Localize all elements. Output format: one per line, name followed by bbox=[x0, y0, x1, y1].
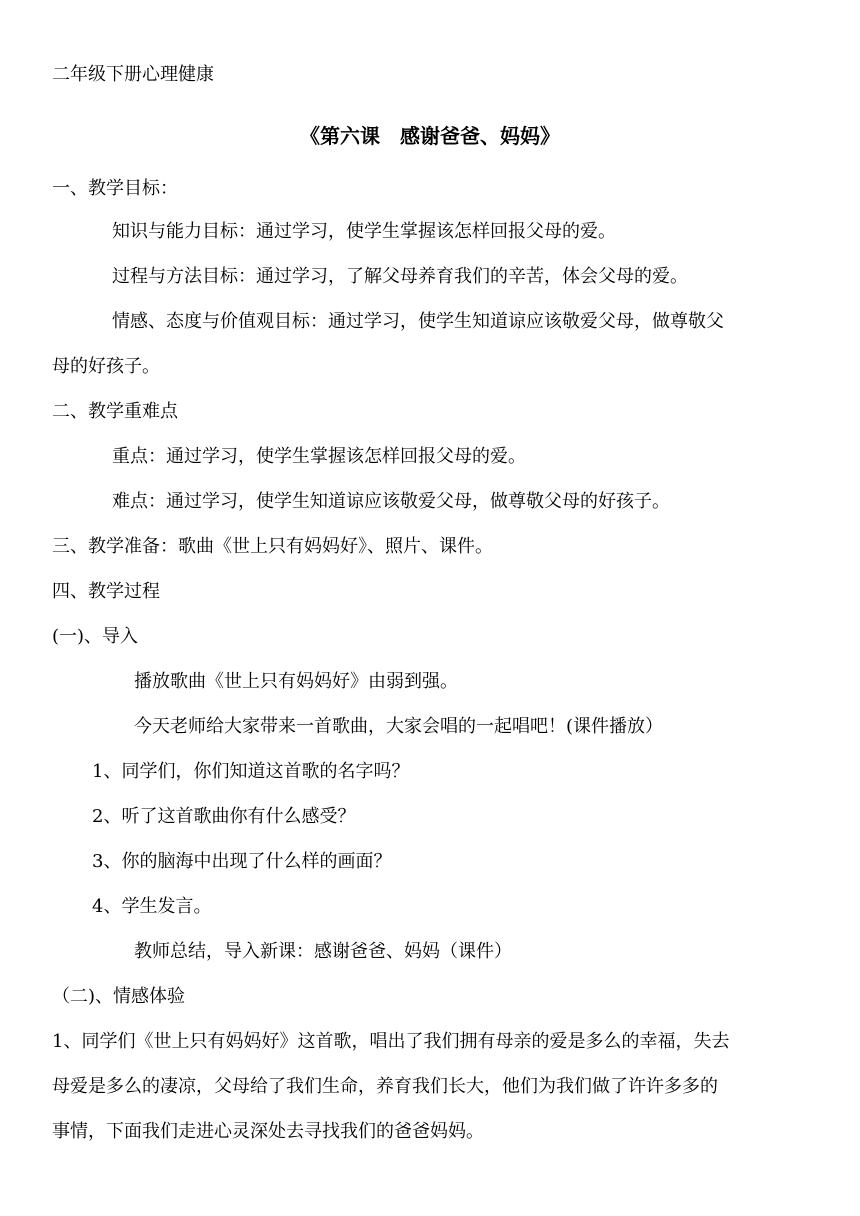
intro-heading: (一)、导入 bbox=[52, 626, 139, 647]
question-3: 3、你的脑海中出现了什么样的画面？ bbox=[92, 851, 392, 872]
experience-p1-line2: 母爱是多么的凄凉，父母给了我们生命，养育我们长大，他们为我们做了许许多多的 bbox=[52, 1076, 718, 1097]
goal-process: 过程与方法目标：通过学习，了解父母养育我们的辛苦，体会父母的爱。 bbox=[112, 266, 688, 287]
goals-heading: 一、教学目标： bbox=[52, 178, 178, 199]
goal-emotion-line1: 情感、态度与价值观目标：通过学习，使学生知道谅应该敬爱父母，做尊敬父 bbox=[112, 311, 724, 332]
goal-emotion-line2: 母的好孩子。 bbox=[52, 356, 160, 377]
intro-summary: 教师总结，导入新课：感谢爸爸、妈妈（课件） bbox=[134, 941, 512, 962]
lesson-title: 《第六课 感谢爸爸、妈妈》 bbox=[300, 124, 560, 148]
preparation-line: 三、教学准备：歌曲《世上只有妈妈好》、照片、课件。 bbox=[52, 536, 493, 557]
intro-teacher: 今天老师给大家带来一首歌曲，大家会唱的一起唱吧！(课件播放） bbox=[134, 716, 664, 737]
experience-heading: （二)、情感体验 bbox=[52, 986, 186, 1007]
intro-play: 播放歌曲《世上只有妈妈好》由弱到强。 bbox=[134, 671, 458, 692]
goal-knowledge: 知识与能力目标：通过学习，使学生掌握该怎样回报父母的爱。 bbox=[112, 221, 616, 242]
experience-p1-line1: 1、同学们《世上只有妈妈好》这首歌，唱出了我们拥有母亲的爱是多么的幸福，失去 bbox=[52, 1031, 730, 1052]
key-points-heading: 二、教学重难点 bbox=[52, 401, 178, 422]
course-label: 二年级下册心理健康 bbox=[52, 64, 214, 85]
experience-p1-line3: 事情，下面我们走进心灵深处去寻找我们的爸爸妈妈。 bbox=[52, 1121, 484, 1142]
question-4: 4、学生发言。 bbox=[92, 896, 212, 917]
difficult-point: 难点：通过学习，使学生知道谅应该敬爱父母，做尊敬父母的好孩子。 bbox=[112, 491, 670, 512]
question-1: 1、同学们，你们知道这首歌的名字吗？ bbox=[92, 761, 410, 782]
key-point: 重点：通过学习，使学生掌握该怎样回报父母的爱。 bbox=[112, 446, 526, 467]
question-2: 2、听了这首歌曲你有什么感受？ bbox=[92, 806, 356, 827]
process-heading: 四、教学过程 bbox=[52, 581, 160, 602]
